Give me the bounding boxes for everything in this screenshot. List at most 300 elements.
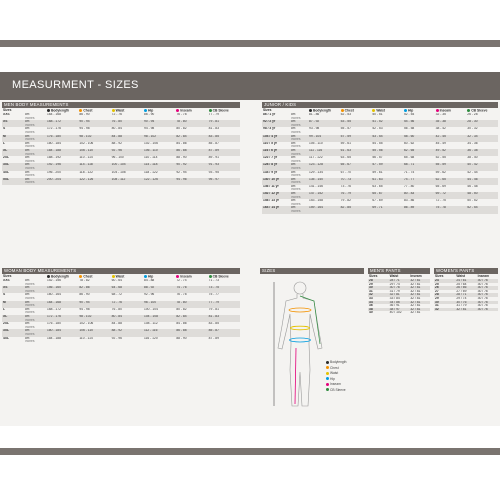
measure-cell: 122 - 126: [78, 178, 110, 182]
measure-cell: inches: [25, 174, 35, 178]
men-measurements-panel: [2, 102, 240, 252]
size-cell: 31: [435, 304, 439, 308]
size-cell: 28: [368, 279, 389, 283]
measure-cell: 72 - 75: [435, 199, 446, 203]
measure-cell: 60 - 62: [403, 141, 415, 145]
measure-cell: 94 - 98: [143, 127, 155, 131]
measure-cell: 25 / 64: [456, 282, 467, 286]
measure-cell: 52 - 54: [466, 206, 498, 210]
column-header: Chest: [78, 108, 110, 113]
measure-cell: cm: [25, 293, 30, 297]
measure-cell: 65 - 67: [340, 163, 372, 167]
measure-cell: 71 - 74: [403, 170, 415, 174]
measure-cell: 81 - 83: [208, 127, 219, 131]
column-header: Waist: [111, 108, 143, 113]
measure-cell: 27 / 69: [456, 289, 467, 293]
measure-cell: 32 - 34: [466, 135, 498, 139]
measure-cell: 94 - 98: [79, 307, 90, 311]
measure-cell: 31 / 79: [389, 289, 400, 293]
measure-cell: inches: [291, 202, 301, 206]
measure-cell: 55 - 59: [435, 163, 467, 167]
measure-cell: 88 - 90: [176, 156, 187, 160]
sizes-heading: SIZES: [260, 268, 364, 274]
measure-cell: 30 / 76: [477, 301, 498, 305]
measure-cell: 45 - 49: [435, 141, 446, 145]
size-chart-page: [0, 72, 500, 426]
legend-item-hip: Hip: [326, 377, 347, 383]
measure-cell: 80 - 84: [111, 315, 143, 319]
measure-cell: 93 - 95: [208, 170, 219, 174]
measure-cell: 26 - 28: [467, 113, 478, 116]
measure-cell: 32 / 81: [409, 286, 430, 290]
size-cell: 134 / 9 yr: [263, 170, 278, 174]
measure-cell: 68 - 72: [111, 293, 122, 297]
measure-cell: 88 - 92: [111, 329, 143, 333]
measure-cell: 69 - 71: [371, 206, 403, 210]
size-cell: [262, 210, 290, 214]
measure-cell: inches: [24, 290, 46, 294]
column-header: Bodylength: [308, 108, 340, 113]
top-decor-band: [0, 40, 500, 47]
measure-cell: 32 / 81: [409, 301, 430, 305]
measure-cell: 184 - 188: [47, 336, 61, 340]
measure-cell: inches: [291, 145, 301, 149]
size-cell: XL: [2, 315, 24, 319]
measure-cell: 30 / 76: [477, 304, 488, 308]
measure-cell: inches: [24, 333, 46, 337]
column-header: Waist: [371, 108, 403, 113]
waist-line: [291, 326, 310, 330]
measure-cell: inches: [290, 181, 308, 185]
measure-cell: 36 - 38: [466, 149, 498, 153]
mens-pants-heading: MEN'S PANTS: [368, 268, 430, 274]
legend-item-cb-sleeve: CB Sleeve: [326, 388, 347, 394]
measure-cell: 75 - 78: [435, 206, 467, 210]
measure-cell: inches: [290, 153, 308, 157]
measure-cell: cm: [291, 199, 296, 203]
measure-cell: cm: [25, 307, 30, 311]
measure-cell: 38 / 97: [389, 308, 410, 312]
color-dot-icon: [209, 275, 212, 278]
measure-cell: 92 - 94: [176, 170, 187, 174]
size-cell: 27: [435, 289, 439, 293]
measure-cell: cm: [290, 120, 308, 124]
measure-cell: cm: [291, 170, 296, 174]
measure-cell: 176 - 180: [46, 135, 78, 139]
measure-cell: 129 - 134: [309, 170, 323, 174]
measure-cell: 59 - 61: [340, 141, 351, 145]
measure-cell: 30 - 32: [467, 127, 478, 131]
size-cell: 152 / 12 yr: [262, 192, 290, 196]
size-cell: XXS: [3, 279, 10, 282]
size-cell: 4XL: [3, 170, 10, 174]
women-measurements-heading: WOMAN BODY MEASUREMENTS: [2, 268, 240, 274]
measure-cell: 86 - 88: [175, 329, 207, 333]
size-cell: 128 / 8 yr: [262, 163, 290, 167]
measure-cell: cm: [24, 301, 46, 305]
size-cell: 164 / 14 yr: [262, 206, 290, 210]
measure-cell: 67 - 70: [340, 170, 351, 174]
measure-cell: 147 - 152: [308, 192, 340, 196]
measure-cell: inches: [291, 116, 301, 120]
measure-cell: 85 - 87: [208, 141, 219, 145]
table-row-inches: [2, 340, 240, 344]
measure-cell: inches: [25, 145, 35, 149]
measure-cell: 62 - 65: [403, 149, 435, 153]
measure-cell: [175, 181, 207, 185]
measure-cell: 32 / 81: [455, 308, 476, 312]
measure-cell: [143, 181, 175, 185]
measure-cell: 84 - 88: [111, 135, 143, 139]
measure-cell: 90 - 94: [143, 120, 175, 124]
measure-cell: 75 - 77: [208, 293, 219, 297]
measure-cell: 79 - 82: [340, 199, 351, 203]
measure-cell: 99 - 104: [308, 135, 340, 139]
measure-cell: 83 - 85: [208, 322, 219, 326]
chest-line: [289, 308, 311, 312]
measure-cell: 90 - 92: [175, 163, 207, 167]
measure-cell: 36 / 91: [389, 304, 400, 308]
measure-cell: 106 - 110: [78, 149, 110, 153]
measure-cell: [46, 181, 78, 185]
color-dot-icon: [47, 275, 50, 278]
size-cell: 31: [369, 289, 373, 293]
legend-item-bodylength: Bodylength: [326, 360, 347, 366]
measure-cell: 77 - 79: [208, 301, 240, 305]
column-header: Chest: [340, 108, 372, 113]
measure-cell: 54 - 56: [403, 120, 435, 124]
measure-cell: 76 - 80: [111, 307, 122, 311]
measure-cell: 29 / 74: [389, 282, 400, 286]
junior-measurements-panel: [262, 102, 498, 258]
measure-cell: 92 - 96: [111, 336, 122, 340]
legend-item-waist: Waist: [326, 371, 347, 377]
measure-cell: 26 / 66: [455, 286, 476, 290]
measure-cell: 87 - 89: [208, 336, 219, 340]
measure-cell: 38 - 40: [467, 156, 478, 160]
table-row: [434, 308, 498, 312]
measure-cell: 86 - 88: [175, 149, 207, 153]
measure-cell: 32 / 81: [410, 296, 421, 300]
measure-cell: inches: [24, 319, 46, 323]
size-cell: 92 / 2 yr: [262, 120, 290, 124]
measure-cell: 28 / 71: [455, 293, 476, 297]
junior-measurements-table: [262, 108, 498, 214]
measure-cell: 168 - 172: [46, 120, 78, 124]
size-cell: 36: [369, 304, 373, 308]
table-row: [368, 311, 430, 315]
measure-cell: [466, 210, 498, 214]
measure-cell: cm: [24, 163, 46, 167]
measure-cell: 86 - 90: [79, 113, 90, 116]
measure-cell: 135 - 140: [308, 178, 340, 182]
measure-cell: 73 - 76: [340, 184, 351, 188]
size-cell: XS: [2, 120, 24, 124]
measure-cell: 56 - 58: [403, 127, 415, 131]
measure-cell: 76 - 78: [176, 113, 187, 116]
measure-cell: [111, 340, 143, 344]
inseam-line: [295, 348, 296, 404]
measure-cell: [143, 340, 175, 344]
measure-cell: 30 / 76: [389, 286, 410, 290]
size-cell: 26: [434, 286, 455, 290]
measure-cell: inches: [291, 188, 301, 192]
measure-cell: 122 - 126: [143, 178, 175, 182]
color-dot-icon: [176, 109, 179, 112]
body-figure-diagram: [260, 274, 364, 418]
measure-cell: 108 - 112: [111, 178, 143, 182]
measure-cell: cm: [24, 149, 46, 153]
measure-cell: 106 - 110: [143, 149, 175, 153]
column-header: Hip: [143, 274, 175, 279]
column-header: Sizes: [3, 108, 12, 112]
color-dot-icon: [467, 109, 470, 112]
measure-cell: 168 - 172: [47, 307, 61, 311]
measure-cell: cm: [24, 329, 46, 333]
measure-cell: 156 - 160: [46, 286, 78, 290]
measure-cell: cm: [24, 286, 46, 290]
measure-cell: 50 - 51: [372, 113, 383, 116]
measure-cell: 32 / 81: [410, 289, 421, 293]
women-measurements-panel: [2, 268, 240, 412]
size-cell: 3XL: [2, 163, 24, 167]
measure-cell: inches: [25, 159, 35, 163]
measure-cell: 65 - 67: [371, 192, 403, 196]
size-cell: 158 / 13 yr: [263, 199, 279, 203]
measure-cell: inches: [24, 153, 46, 157]
measure-cell: inches: [290, 138, 308, 142]
measure-cell: 153 - 158: [309, 199, 323, 203]
measure-cell: 52 - 53: [372, 127, 383, 131]
measure-cell: cm: [25, 113, 30, 116]
table-row-inches: [2, 181, 240, 185]
color-dot-icon: [144, 275, 147, 278]
junior-measurements-heading: JUNIOR / KIDS: [262, 102, 498, 108]
measure-cell: 84 - 86: [176, 322, 187, 326]
measure-cell: 160 - 164: [47, 293, 61, 297]
measure-cell: 102 - 106: [79, 322, 94, 326]
measure-cell: 86 - 90: [143, 113, 155, 116]
size-cell: 110 / 5 yr: [263, 141, 277, 145]
measure-cell: 82 - 85: [340, 206, 372, 210]
measure-cell: 32 / 81: [410, 282, 421, 286]
measure-cell: 83 - 86: [403, 199, 415, 203]
measure-cell: 96 - 100: [143, 301, 175, 305]
measure-cell: 92 - 96: [111, 149, 143, 153]
legend-item-inseam: Inseam: [326, 382, 347, 388]
measure-cell: 102 - 106: [143, 141, 158, 145]
measure-cell: 54 - 55: [372, 141, 383, 145]
size-cell: L: [3, 141, 6, 145]
measure-cell: 69 - 72: [435, 192, 467, 196]
measure-cell: 55 - 56: [371, 149, 403, 153]
measure-cell: 42 - 45: [435, 135, 467, 139]
measure-cell: 67 - 69: [372, 199, 383, 203]
measure-cell: 63 - 65: [340, 156, 351, 160]
measure-cell: 108 - 112: [143, 322, 158, 326]
measure-cell: 58 - 60: [403, 135, 435, 139]
measure-cell: cm: [25, 127, 30, 131]
measure-cell: 98 - 102: [78, 315, 110, 319]
measure-cell: inches: [290, 210, 308, 214]
measure-cell: 188 - 192: [47, 156, 61, 160]
measure-cell: 24 / 61: [455, 279, 476, 283]
column-header: CB Sleeve: [466, 108, 498, 113]
measure-cell: 62 - 65: [435, 178, 467, 182]
measure-cell: 64 - 68: [111, 286, 143, 290]
measure-cell: 59 - 61: [372, 170, 383, 174]
measure-cell: 95 - 97: [208, 178, 240, 182]
column-header: Sizes: [3, 274, 12, 278]
table-row-inches: [262, 210, 498, 214]
measure-cell: [175, 340, 207, 344]
measure-cell: cm: [291, 156, 296, 160]
color-dot-icon: [372, 109, 375, 112]
measure-cell: 77 - 79: [208, 113, 219, 116]
column-header: Waist: [111, 274, 143, 279]
measure-cell: inches: [24, 304, 46, 308]
color-dot-icon: [112, 275, 115, 278]
measure-cell: 53 - 55: [340, 120, 372, 124]
measure-cell: 81 - 86: [309, 113, 320, 116]
color-dot-icon: [144, 109, 147, 112]
measure-cell: 81 - 83: [208, 315, 240, 319]
measure-cell: 59 - 62: [435, 170, 446, 174]
measure-cell: 164 - 168: [47, 113, 61, 116]
size-cell: M: [2, 135, 24, 139]
measure-cell: cm: [290, 192, 308, 196]
measure-cell: 30 / 76: [477, 293, 498, 297]
size-cell: 146 / 11 yr: [263, 184, 279, 188]
measure-cell: 94 - 98: [79, 127, 90, 131]
measure-cell: 82 - 84: [175, 135, 207, 139]
measure-cell: 74 - 77: [403, 178, 435, 182]
measure-cell: cm: [291, 184, 296, 188]
measure-cell: 78 - 82: [79, 279, 90, 282]
measure-cell: 104 - 108: [111, 170, 126, 174]
size-cell: 5XL: [2, 178, 24, 182]
measure-cell: 74 - 76: [175, 286, 207, 290]
measure-cell: 32 / 81: [410, 311, 421, 315]
measure-cell: 164 - 168: [46, 301, 78, 305]
measure-cell: 112 - 116: [143, 329, 175, 333]
size-cell: 38: [368, 308, 389, 312]
measure-cell: cm: [24, 178, 46, 182]
measure-cell: 68 - 71: [403, 163, 435, 167]
size-cell: [2, 181, 24, 185]
size-cell: 140 / 10 yr: [262, 178, 290, 182]
measure-cell: 46 - 48: [467, 184, 478, 188]
measure-cell: 82 - 86: [78, 286, 110, 290]
measure-cell: [78, 340, 110, 344]
color-dot-icon: [404, 109, 407, 112]
size-cell: XL: [2, 149, 24, 153]
measure-cell: cm: [24, 135, 46, 139]
column-header: Hip: [143, 108, 175, 113]
measure-cell: 89 - 91: [208, 156, 219, 160]
size-cell: 29: [369, 282, 373, 286]
measure-cell: 55 - 57: [340, 127, 351, 131]
measure-cell: 32 / 81: [409, 308, 430, 312]
measure-cell: 29 / 74: [456, 296, 467, 300]
measure-cell: 32 - 35: [435, 113, 446, 116]
measure-cell: 105 - 110: [309, 141, 323, 145]
measure-cell: 104 - 108: [143, 315, 175, 319]
measure-cell: cm: [290, 206, 308, 210]
measurement-legend: [326, 360, 347, 393]
column-header: Inseam: [435, 108, 467, 113]
measure-cell: 40 - 42: [466, 163, 498, 167]
measure-cell: cm: [25, 336, 30, 340]
column-header: Inseam: [410, 274, 422, 278]
column-header: Sizes: [435, 274, 444, 278]
column-header: Inseam: [175, 108, 207, 113]
measure-cell: inches: [24, 167, 46, 171]
measure-cell: 152 - 156: [47, 279, 61, 282]
measure-cell: 30 / 76: [477, 308, 498, 312]
measure-cell: 98 - 102: [78, 135, 110, 139]
measure-cell: 30 / 76: [477, 296, 488, 300]
measure-cell: [46, 340, 78, 344]
measure-cell: 87 - 89: [208, 149, 240, 153]
measure-cell: 102 - 106: [79, 141, 94, 145]
measure-cell: 80 - 82: [176, 127, 187, 131]
measure-cell: 61 - 63: [371, 178, 403, 182]
column-header: Bodylength: [46, 274, 78, 279]
size-cell: 24: [434, 279, 455, 283]
measure-cell: cm: [290, 135, 308, 139]
measure-cell: 30 / 76: [477, 282, 488, 286]
size-cell: 2XL: [3, 156, 10, 160]
measure-cell: 60 - 64: [111, 279, 122, 282]
measure-cell: 32 / 81: [409, 293, 430, 297]
measure-cell: 184 - 188: [46, 149, 78, 153]
measure-cell: 82 - 84: [175, 315, 207, 319]
page-title: MEASURMENT - SIZES: [12, 79, 139, 91]
measure-cell: inches: [290, 167, 308, 171]
size-cell: 116 / 6 yr: [262, 149, 290, 153]
measure-cell: 80 - 83: [403, 192, 435, 196]
measure-cell: inches: [24, 138, 46, 142]
measure-cell: inches: [25, 282, 35, 286]
measure-cell: 196 - 200: [47, 170, 61, 174]
measure-cell: 52 - 53: [340, 113, 351, 116]
measure-cell: [403, 210, 435, 214]
color-dot-icon: [176, 275, 179, 278]
measure-cell: 34 - 36: [467, 141, 478, 145]
body-outline: [278, 282, 322, 406]
men-measurements-heading: MEN BODY MEASUREMENTS: [2, 102, 240, 108]
measure-cell: 93 - 98: [309, 127, 320, 131]
measure-cell: cm: [290, 163, 308, 167]
measure-cell: 65 - 69: [435, 184, 446, 188]
measure-cell: 28 / 71: [389, 279, 410, 283]
measure-cell: cm: [25, 170, 30, 174]
measure-cell: 57 - 59: [340, 135, 372, 139]
size-cell: 122 / 7 yr: [263, 156, 278, 160]
size-cell: L: [3, 307, 6, 311]
measure-cell: 90 - 94: [78, 301, 110, 305]
measure-cell: 38 - 42: [435, 127, 446, 131]
measure-cell: inches: [290, 124, 308, 128]
measure-cell: 94 - 96: [175, 178, 207, 182]
size-cell: 29: [435, 296, 439, 300]
measure-cell: 83 - 85: [208, 135, 240, 139]
measure-cell: 172 - 176: [46, 315, 78, 319]
measure-cell: 110 - 114: [143, 156, 158, 160]
column-header: Hip: [403, 108, 435, 113]
legend-item-chest: Chest: [326, 366, 347, 372]
